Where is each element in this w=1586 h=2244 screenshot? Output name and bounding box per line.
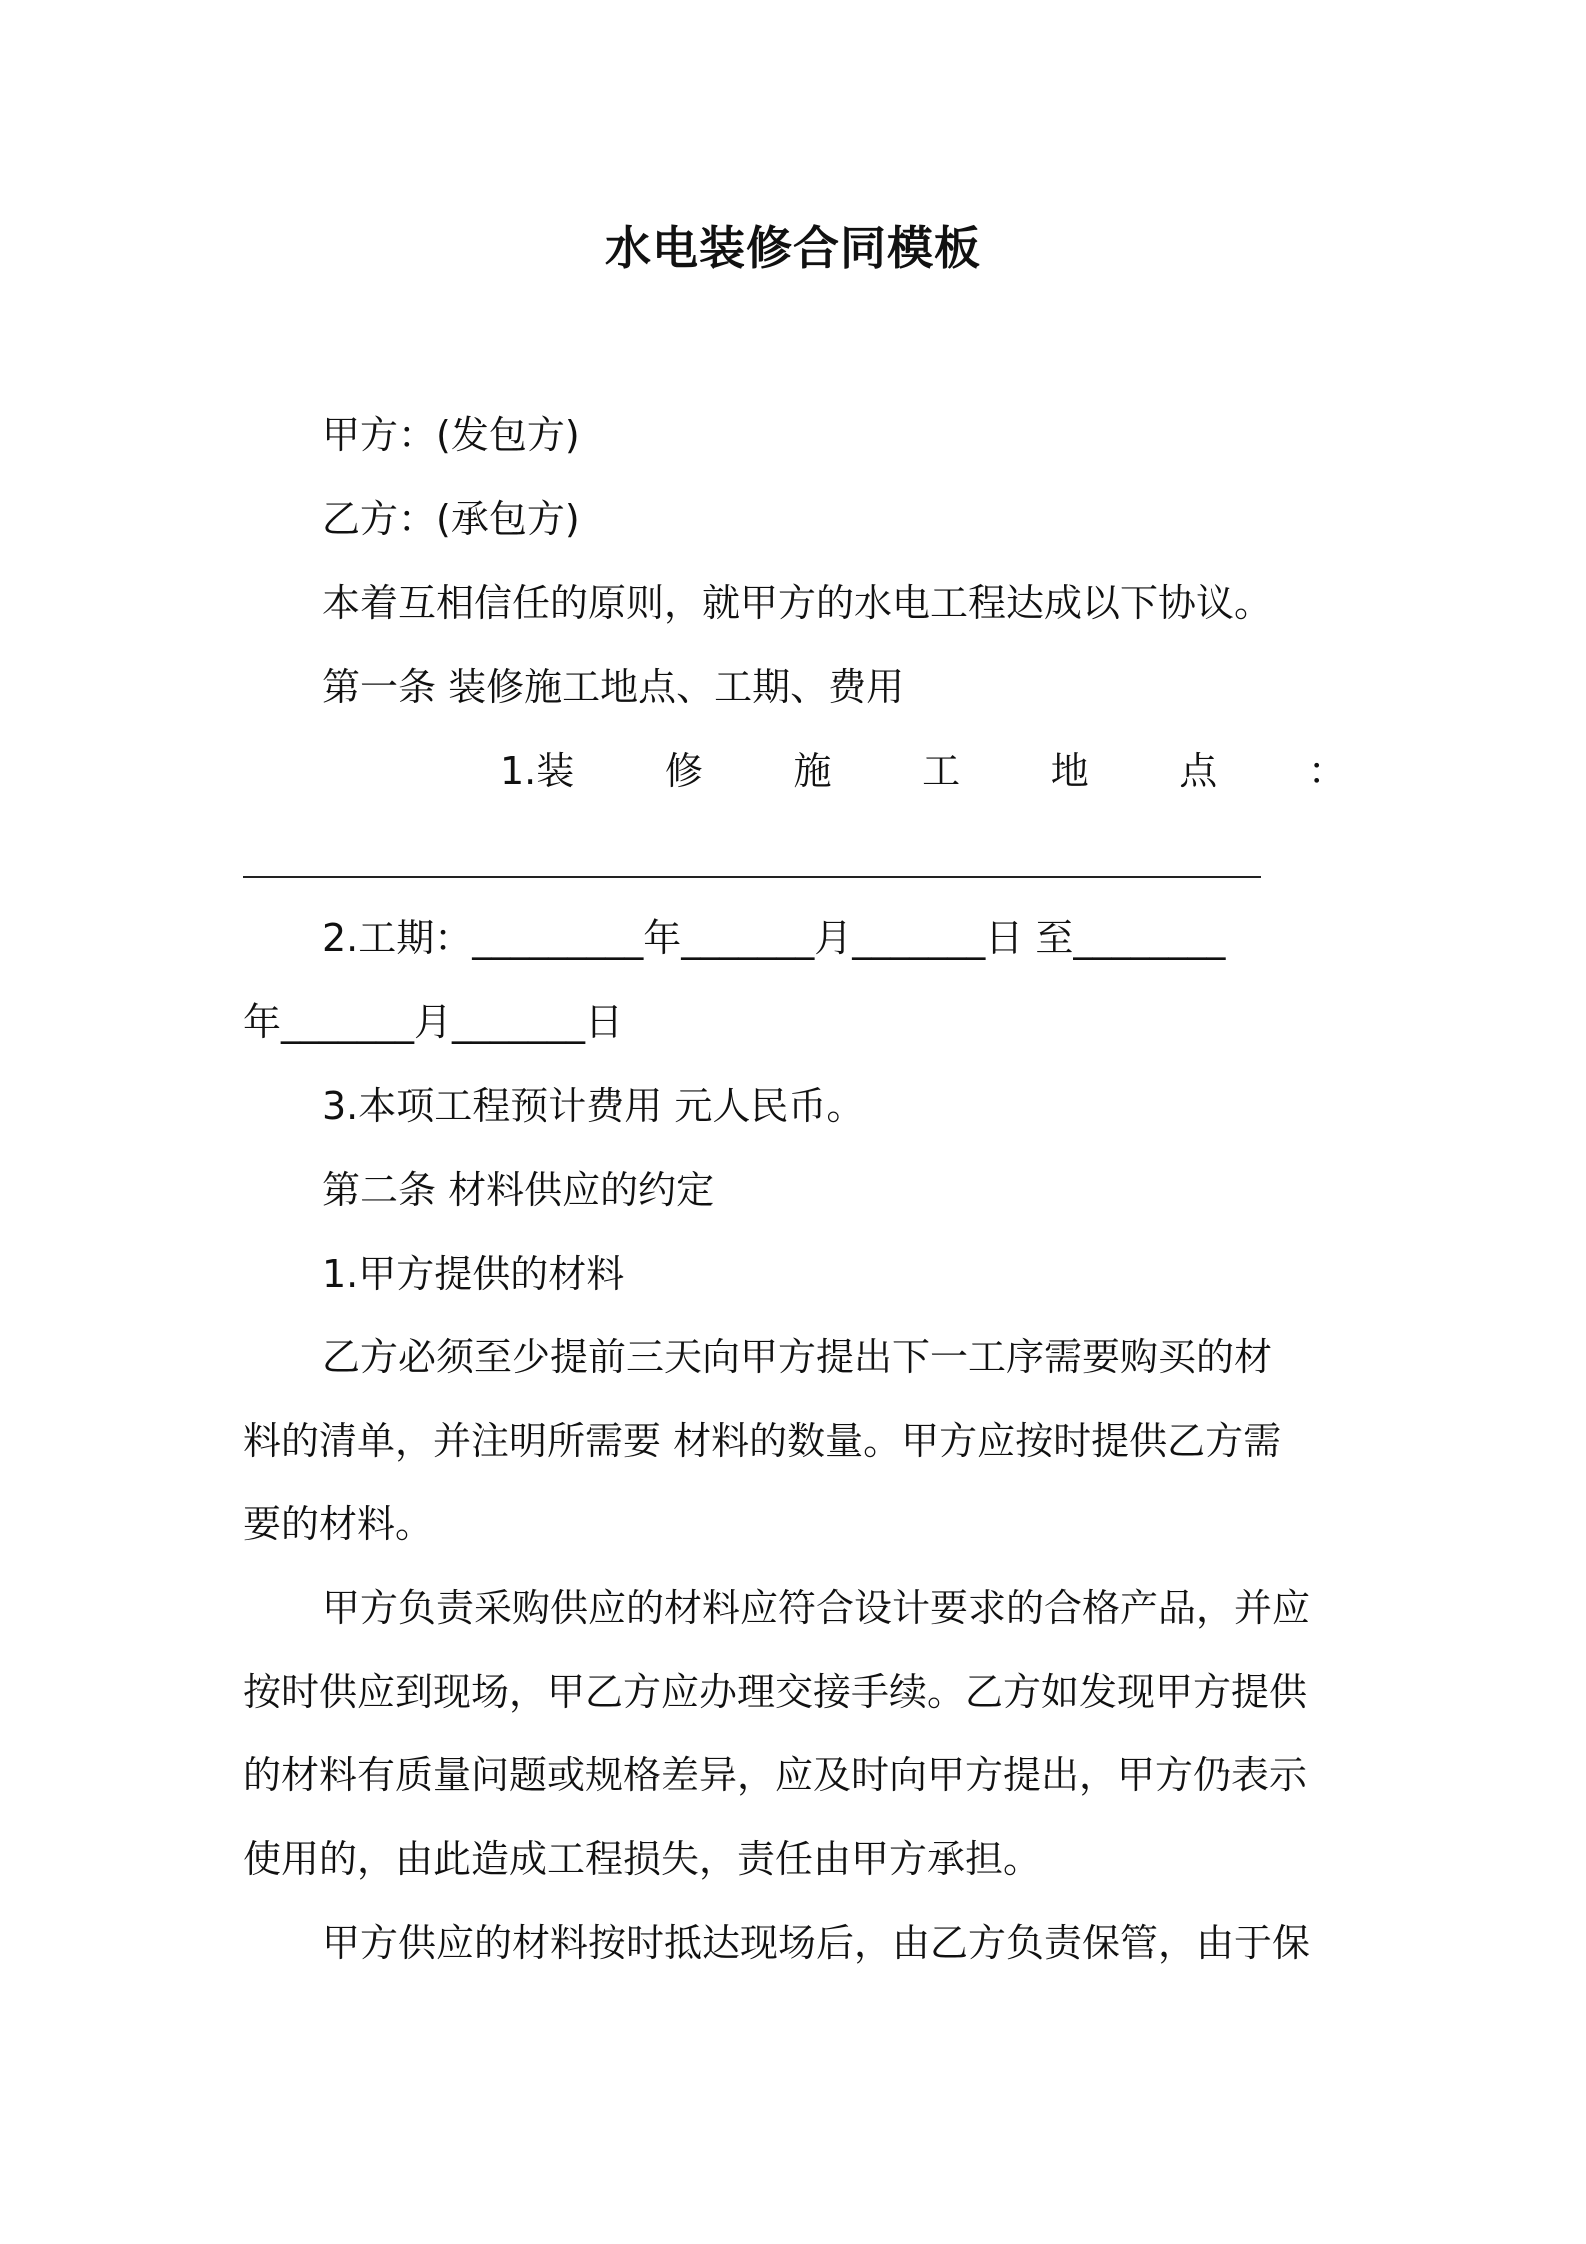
party-a-line: 甲方：(发包方) [322,413,580,457]
party-b-line: 乙方：(承包方) [322,497,580,541]
materials-heading: 1.甲方提供的材料 [322,1252,625,1296]
paragraph-2-line: 甲方负责采购供应的材料应符合设计要求的合格产品，并应 [322,1586,1311,1630]
paragraph-1-line: 要的材料。 [243,1502,434,1546]
period-line-1: 2.工期：_________年_______月_______日 至________ [322,916,1226,960]
preamble-line: 本着互相信任的原则，就甲方的水电工程达成以下协议。 [322,581,1273,625]
construction-site-line [500,741,1346,801]
paragraph-3-line: 甲方供应的材料按时抵达现场后，由乙方负责保管，由于保 [322,1921,1311,1965]
site-char: 工 [922,749,961,793]
cost-line: 3.本项工程预计费用 元人民币。 [322,1084,865,1128]
site-char: 点 [1179,749,1218,793]
paragraph-2-line: 使用的，由此造成工程损失，责任由甲方承担。 [243,1837,1042,1881]
paragraph-2-line: 按时供应到现场，甲乙方应办理交接手续。乙方如发现甲方提供 [243,1670,1308,1714]
site-char: ： [1307,749,1346,793]
site-char: 修 [664,749,703,793]
site-char: 地 [1050,749,1089,793]
paragraph-1-line: 料的清单，并注明所需要 材料的数量。甲方应按时提供乙方需 [243,1419,1282,1463]
paragraph-1-line: 乙方必须至少提前三天向甲方提出下一工序需要购买的材 [322,1335,1273,1379]
site-char: 1.装 [500,749,575,793]
article2-heading: 第二条 材料供应的约定 [322,1168,715,1212]
site-blank-underline [243,876,1261,878]
period-line-2: 年_______月_______日 [243,1000,624,1044]
document-title: 水电装修合同模板 [605,221,981,275]
article1-heading: 第一条 装修施工地点、工期、费用 [322,665,905,709]
site-char: 施 [793,749,832,793]
paragraph-2-line: 的材料有质量问题或规格差异，应及时向甲方提出，甲方仍表示 [243,1753,1308,1797]
